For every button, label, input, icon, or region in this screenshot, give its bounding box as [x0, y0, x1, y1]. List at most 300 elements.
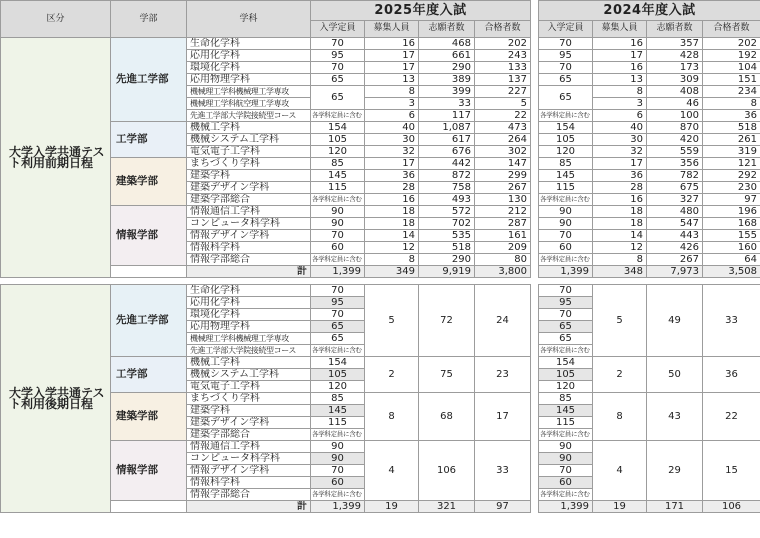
total-recruit-24: 348: [593, 266, 647, 278]
header-recruit-2024: 募集人員: [593, 20, 647, 37]
department-name: 機械システム工学科: [187, 134, 311, 146]
recruit-25: 16: [365, 194, 419, 206]
recruit-24: 3: [593, 98, 647, 110]
department-name: 建築学科: [187, 405, 311, 417]
passed-25: 33: [475, 441, 531, 501]
applicants-24: 443: [647, 230, 703, 242]
recruit-25: 17: [365, 158, 419, 170]
column-gap: [531, 110, 539, 122]
capacity-24: 65: [539, 333, 593, 345]
passed-25: 17: [475, 393, 531, 441]
department-name: 建築デザイン学科: [187, 417, 311, 429]
passed-25: 161: [475, 230, 531, 242]
recruit-25: 6: [365, 110, 419, 122]
faculty-label: 情報学部: [111, 441, 187, 501]
applicants-25: 535: [419, 230, 475, 242]
capacity-24: 115: [539, 417, 593, 429]
passed-24: 518: [703, 122, 760, 134]
column-gap: [531, 158, 539, 170]
category-label: 大学入学共通テスト利用後期日程: [1, 285, 111, 513]
department-name: 情報デザイン学科: [187, 230, 311, 242]
column-gap: [531, 206, 539, 218]
recruit-24: 40: [593, 122, 647, 134]
department-name: 応用物理学科: [187, 321, 311, 333]
applicants-25: 399: [419, 86, 475, 98]
header-category: 区分: [1, 1, 111, 38]
applicants-25: 468: [419, 38, 475, 50]
department-name: 機械理工学科機械理工学専攻: [187, 86, 311, 98]
capacity-24: 65: [539, 86, 593, 110]
capacity-25: 120: [311, 381, 365, 393]
department-name: まちづくり学科: [187, 158, 311, 170]
capacity-24: 85: [539, 158, 593, 170]
column-gap: [531, 86, 539, 98]
applicants-25: 676: [419, 146, 475, 158]
header-capacity-2024: 入学定員: [539, 20, 593, 37]
applicants-24: 356: [647, 158, 703, 170]
capacity-25: 70: [311, 465, 365, 477]
recruit-24: 2: [593, 357, 647, 393]
recruit-24: 5: [593, 285, 647, 357]
capacity-24: 145: [539, 170, 593, 182]
passed-24: 160: [703, 242, 760, 254]
column-gap: [531, 489, 539, 501]
passed-24: 121: [703, 158, 760, 170]
column-gap: [531, 134, 539, 146]
capacity-24: 115: [539, 182, 593, 194]
capacity-24: 90: [539, 441, 593, 453]
passed-25: 287: [475, 218, 531, 230]
applicants-24: 173: [647, 62, 703, 74]
column-gap: [531, 182, 539, 194]
department-name: 生命化学科: [187, 38, 311, 50]
capacity-25: 90: [311, 441, 365, 453]
recruit-24: 18: [593, 218, 647, 230]
recruit-24: 32: [593, 146, 647, 158]
passed-24: 97: [703, 194, 760, 206]
passed-25: 302: [475, 146, 531, 158]
applicants-25: 493: [419, 194, 475, 206]
capacity-25: 120: [311, 146, 365, 158]
faculty-label: 情報学部: [111, 206, 187, 266]
capacity-note-25: 各学科定員に含む: [311, 110, 365, 122]
capacity-25: 95: [311, 297, 365, 309]
capacity-24: 145: [539, 405, 593, 417]
column-gap: [531, 453, 539, 465]
total-capacity-25: 1,399: [311, 266, 365, 278]
recruit-25: 12: [365, 242, 419, 254]
capacity-24: 120: [539, 146, 593, 158]
passed-25: 24: [475, 285, 531, 357]
recruit-25: 8: [365, 254, 419, 266]
recruit-25: 18: [365, 206, 419, 218]
capacity-24: 105: [539, 369, 593, 381]
passed-24: 155: [703, 230, 760, 242]
category-label: 大学入学共通テスト利用前期日程: [1, 38, 111, 278]
recruit-25: 28: [365, 182, 419, 194]
header-capacity-2025: 入学定員: [311, 20, 365, 37]
recruit-24: 12: [593, 242, 647, 254]
total-row: [1, 501, 760, 513]
recruit-25: 2: [365, 357, 419, 393]
department-name: 機械理工学科航空理工学専攻: [187, 98, 311, 110]
recruit-24: 36: [593, 170, 647, 182]
capacity-25: 90: [311, 218, 365, 230]
recruit-25: 36: [365, 170, 419, 182]
column-gap: [531, 441, 539, 453]
recruit-25: 17: [365, 50, 419, 62]
total-applicants-24: 7,973: [647, 266, 703, 278]
column-gap: [531, 50, 539, 62]
applicants-25: 72: [419, 285, 475, 357]
capacity-24: 85: [539, 393, 593, 405]
capacity-24: 105: [539, 134, 593, 146]
passed-24: 292: [703, 170, 760, 182]
column-gap: [531, 62, 539, 74]
recruit-24: 30: [593, 134, 647, 146]
capacity-note-25: 各学科定員に含む: [311, 429, 365, 441]
passed-25: 130: [475, 194, 531, 206]
department-name: 情報通信工学科: [187, 441, 311, 453]
applicants-24: 49: [647, 285, 703, 357]
applicants-25: 389: [419, 74, 475, 86]
recruit-25: 5: [365, 285, 419, 357]
faculty-label: 建築学部: [111, 158, 187, 206]
passed-25: 243: [475, 50, 531, 62]
department-name: 先進工学部大学院接続型コース: [187, 110, 311, 122]
capacity-25: 70: [311, 62, 365, 74]
department-name: 情報デザイン学科: [187, 465, 311, 477]
applicants-24: 559: [647, 146, 703, 158]
department-name: 環境化学科: [187, 309, 311, 321]
passed-24: 104: [703, 62, 760, 74]
passed-24: 196: [703, 206, 760, 218]
department-name: 機械システム工学科: [187, 369, 311, 381]
header-department: 学科: [187, 1, 311, 38]
department-name: 生命化学科: [187, 285, 311, 297]
recruit-24: 6: [593, 110, 647, 122]
department-name: 機械工学科: [187, 122, 311, 134]
passed-24: 8: [703, 98, 760, 110]
passed-24: 202: [703, 38, 760, 50]
column-gap: [531, 242, 539, 254]
passed-25: 267: [475, 182, 531, 194]
total-blank: [111, 501, 187, 513]
table-row: [1, 206, 760, 218]
applicants-24: 547: [647, 218, 703, 230]
capacity-25: 154: [311, 357, 365, 369]
applicants-24: 782: [647, 170, 703, 182]
header-applicants-2024: 志願者数: [647, 20, 703, 37]
capacity-note-25: 各学科定員に含む: [311, 345, 365, 357]
applicants-25: 117: [419, 110, 475, 122]
capacity-24: 60: [539, 242, 593, 254]
capacity-25: 65: [311, 321, 365, 333]
passed-24: 151: [703, 74, 760, 86]
total-applicants-25: 321: [419, 501, 475, 513]
recruit-25: 16: [365, 38, 419, 50]
recruit-24: 8: [593, 393, 647, 441]
capacity-25: 145: [311, 170, 365, 182]
column-gap: [531, 321, 539, 333]
column-gap: [531, 230, 539, 242]
recruit-25: 3: [365, 98, 419, 110]
applicants-24: 50: [647, 357, 703, 393]
department-name: 電気電子工学科: [187, 146, 311, 158]
recruit-24: 8: [593, 86, 647, 98]
capacity-24: 154: [539, 357, 593, 369]
faculty-label: 工学部: [111, 122, 187, 158]
recruit-25: 40: [365, 122, 419, 134]
applicants-25: 75: [419, 357, 475, 393]
total-passed-25: 3,800: [475, 266, 531, 278]
applicants-24: 428: [647, 50, 703, 62]
department-name: 情報学部総合: [187, 254, 311, 266]
department-name: 建築学部総合: [187, 194, 311, 206]
column-gap: [531, 285, 539, 297]
column-gap: [531, 98, 539, 110]
capacity-25: 95: [311, 50, 365, 62]
applicants-24: 29: [647, 441, 703, 501]
recruit-25: 14: [365, 230, 419, 242]
capacity-24: 70: [539, 285, 593, 297]
applicants-24: 420: [647, 134, 703, 146]
department-name: 応用化学科: [187, 297, 311, 309]
department-name: 建築デザイン学科: [187, 182, 311, 194]
column-gap: [531, 393, 539, 405]
capacity-note-24: 各学科定員に含む: [539, 345, 593, 357]
faculty-label: 先進工学部: [111, 285, 187, 357]
passed-24: 230: [703, 182, 760, 194]
capacity-note-25: 各学科定員に含む: [311, 489, 365, 501]
applicants-25: 33: [419, 98, 475, 110]
recruit-24: 13: [593, 74, 647, 86]
capacity-note-25: 各学科定員に含む: [311, 194, 365, 206]
passed-25: 473: [475, 122, 531, 134]
faculty-label: 工学部: [111, 357, 187, 393]
passed-24: 234: [703, 86, 760, 98]
capacity-24: 154: [539, 122, 593, 134]
total-passed-24: 106: [703, 501, 760, 513]
table-row: [1, 122, 760, 134]
applicants-24: 480: [647, 206, 703, 218]
capacity-note-24: 各学科定員に含む: [539, 110, 593, 122]
passed-25: 80: [475, 254, 531, 266]
column-gap: [531, 369, 539, 381]
capacity-25: 85: [311, 158, 365, 170]
passed-25: 202: [475, 38, 531, 50]
capacity-note-24: 各学科定員に含む: [539, 429, 593, 441]
applicants-24: 357: [647, 38, 703, 50]
capacity-25: 154: [311, 122, 365, 134]
recruit-24: 16: [593, 38, 647, 50]
department-name: 情報通信工学科: [187, 206, 311, 218]
column-gap: [531, 429, 539, 441]
column-gap: [531, 405, 539, 417]
table-row: [1, 285, 760, 297]
capacity-note-25: 各学科定員に含む: [311, 254, 365, 266]
department-name: 建築学部総合: [187, 429, 311, 441]
applicants-24: 426: [647, 242, 703, 254]
column-gap: [531, 170, 539, 182]
applicants-25: 661: [419, 50, 475, 62]
capacity-24: 90: [539, 218, 593, 230]
capacity-24: 70: [539, 230, 593, 242]
column-gap: [531, 345, 539, 357]
column-gap: [531, 122, 539, 134]
column-gap: [531, 146, 539, 158]
column-gap: [531, 297, 539, 309]
header-faculty: 学部: [111, 1, 187, 38]
department-name: 建築学科: [187, 170, 311, 182]
department-name: 電気電子工学科: [187, 381, 311, 393]
capacity-25: 60: [311, 477, 365, 489]
recruit-24: 18: [593, 206, 647, 218]
column-gap: [531, 1, 539, 38]
recruit-24: 8: [593, 254, 647, 266]
total-capacity-24: 1,399: [539, 266, 593, 278]
capacity-25: 105: [311, 134, 365, 146]
passed-24: 64: [703, 254, 760, 266]
capacity-25: 145: [311, 405, 365, 417]
recruit-24: 16: [593, 194, 647, 206]
total-passed-24: 3,508: [703, 266, 760, 278]
column-gap: [531, 38, 539, 50]
total-blank: [111, 266, 187, 278]
recruit-25: 4: [365, 441, 419, 501]
capacity-24: 70: [539, 62, 593, 74]
department-name: 情報学部総合: [187, 489, 311, 501]
capacity-24: 90: [539, 453, 593, 465]
total-row: [1, 266, 760, 278]
capacity-25: 70: [311, 309, 365, 321]
header-passed-2024: 合格者数: [703, 20, 760, 37]
column-gap: [531, 477, 539, 489]
recruit-24: 16: [593, 62, 647, 74]
passed-25: 209: [475, 242, 531, 254]
passed-25: 133: [475, 62, 531, 74]
passed-25: 299: [475, 170, 531, 182]
recruit-25: 30: [365, 134, 419, 146]
department-name: 機械工学科: [187, 357, 311, 369]
column-gap: [531, 357, 539, 369]
department-name: 情報科学科: [187, 242, 311, 254]
applicants-24: 327: [647, 194, 703, 206]
passed-25: 212: [475, 206, 531, 218]
applicants-25: 872: [419, 170, 475, 182]
passed-25: 137: [475, 74, 531, 86]
capacity-24: 65: [539, 74, 593, 86]
column-gap: [531, 254, 539, 266]
faculty-label: 先進工学部: [111, 38, 187, 122]
passed-24: 192: [703, 50, 760, 62]
applicants-24: 46: [647, 98, 703, 110]
passed-25: 227: [475, 86, 531, 98]
capacity-24: 95: [539, 50, 593, 62]
passed-24: 261: [703, 134, 760, 146]
column-gap: [531, 218, 539, 230]
recruit-25: 17: [365, 62, 419, 74]
capacity-25: 65: [311, 86, 365, 110]
table-row: [1, 393, 760, 405]
department-name: 先進工学部大学院接続型コース: [187, 345, 311, 357]
recruit-24: 28: [593, 182, 647, 194]
passed-24: 168: [703, 218, 760, 230]
total-passed-25: 97: [475, 501, 531, 513]
capacity-24: 60: [539, 477, 593, 489]
column-gap: [531, 266, 539, 278]
passed-25: 5: [475, 98, 531, 110]
department-name: 応用化学科: [187, 50, 311, 62]
capacity-24: 70: [539, 465, 593, 477]
applicants-25: 758: [419, 182, 475, 194]
capacity-25: 85: [311, 393, 365, 405]
department-name: まちづくり学科: [187, 393, 311, 405]
column-gap: [531, 501, 539, 513]
capacity-24: 70: [539, 309, 593, 321]
capacity-24: 65: [539, 321, 593, 333]
passed-24: 33: [703, 285, 760, 357]
total-applicants-24: 171: [647, 501, 703, 513]
table-row: [1, 158, 760, 170]
capacity-24: 70: [539, 38, 593, 50]
capacity-25: 70: [311, 38, 365, 50]
department-name: コンピュータ科学科: [187, 453, 311, 465]
applicants-25: 290: [419, 254, 475, 266]
capacity-24: 95: [539, 297, 593, 309]
applicants-24: 408: [647, 86, 703, 98]
capacity-24: 120: [539, 381, 593, 393]
passed-25: 147: [475, 158, 531, 170]
applicants-25: 518: [419, 242, 475, 254]
applicants-25: 617: [419, 134, 475, 146]
capacity-25: 115: [311, 182, 365, 194]
capacity-note-24: 各学科定員に含む: [539, 254, 593, 266]
column-gap: [531, 465, 539, 477]
recruit-25: 32: [365, 146, 419, 158]
total-recruit-25: 349: [365, 266, 419, 278]
recruit-25: 8: [365, 393, 419, 441]
total-capacity-24: 1,399: [539, 501, 593, 513]
applicants-25: 290: [419, 62, 475, 74]
table-row: [1, 441, 760, 453]
total-recruit-24: 19: [593, 501, 647, 513]
applicants-25: 68: [419, 393, 475, 441]
header-passed-2025: 合格者数: [475, 20, 531, 37]
capacity-25: 70: [311, 230, 365, 242]
table-row: [1, 38, 760, 50]
recruit-25: 13: [365, 74, 419, 86]
department-name: 情報科学科: [187, 477, 311, 489]
capacity-25: 70: [311, 285, 365, 297]
recruit-24: 4: [593, 441, 647, 501]
total-label: 計: [187, 266, 311, 278]
capacity-25: 65: [311, 333, 365, 345]
recruit-24: 14: [593, 230, 647, 242]
column-gap: [531, 381, 539, 393]
total-capacity-25: 1,399: [311, 501, 365, 513]
passed-24: 22: [703, 393, 760, 441]
applicants-25: 702: [419, 218, 475, 230]
capacity-24: 90: [539, 206, 593, 218]
capacity-25: 105: [311, 369, 365, 381]
passed-25: 264: [475, 134, 531, 146]
header-year-2024: 2024年度入試: [539, 1, 760, 21]
capacity-25: 90: [311, 453, 365, 465]
capacity-25: 60: [311, 242, 365, 254]
department-name: 応用物理学科: [187, 74, 311, 86]
column-gap: [531, 417, 539, 429]
